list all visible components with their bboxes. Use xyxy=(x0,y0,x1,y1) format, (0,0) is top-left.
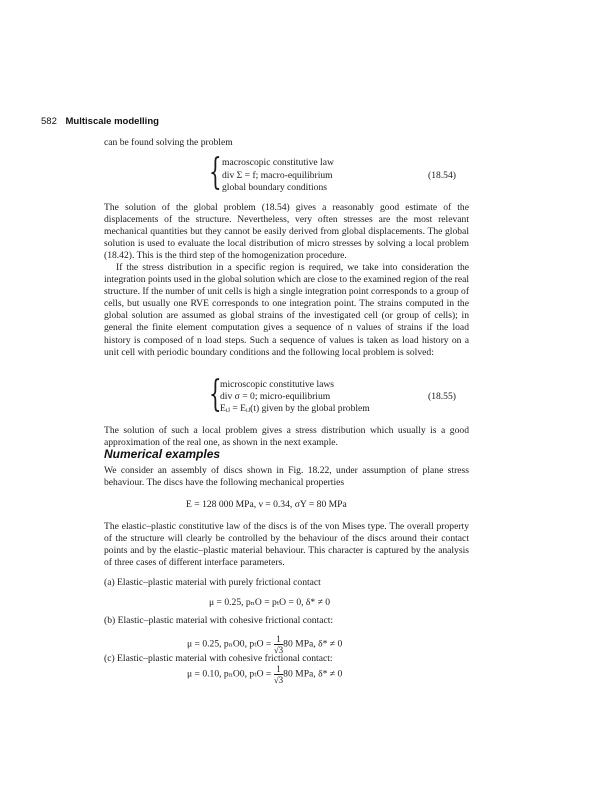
case-c-fraction xyxy=(274,664,283,685)
eq-18-54-number: (18.54) xyxy=(428,170,456,181)
eq-18-55-number: (18.55) xyxy=(428,391,456,402)
properties-equation: E = 128 000 MPa, ν = 0.34, σY = 80 MPa xyxy=(186,499,347,510)
case-a-label: (a) Elastic–plastic material with purely frictional contact xyxy=(104,577,321,588)
case-c-frac-num: 1 xyxy=(274,664,283,675)
eq-18-54-line-3: global boundary conditions xyxy=(222,182,327,193)
page-number: 582 xyxy=(41,116,57,127)
case-c-equation xyxy=(187,664,342,685)
case-b-equation xyxy=(187,634,342,655)
eq-18-54-line-1: macroscopic constitutive law xyxy=(222,157,334,168)
case-b-eq-right: 80 MPa, δ* ≠ 0 xyxy=(283,638,343,650)
case-c-frac-den: √3 xyxy=(273,675,284,685)
eq-18-55-line-1: microscopic constitutive laws xyxy=(220,379,335,390)
paragraph-3: The solution of such a local problem gives a stress distribution which usually is a good approximation of the real one, as shown in the next example. xyxy=(104,425,469,449)
case-c-eq-left: μ = 0.10, pₙO0, pₜO = xyxy=(187,668,274,680)
case-b-frac-den: √3 xyxy=(273,645,284,655)
eq-18-55-line-2: div σ = 0; micro-equilibrium xyxy=(220,391,331,402)
case-b-label: (b) Elastic–plastic material with cohesive frictional contact: xyxy=(104,615,334,626)
section-title: Numerical examples xyxy=(104,447,221,461)
case-b-eq-left: μ = 0.25, pₙO0, pₜO = xyxy=(187,638,274,650)
chapter-title: Multiscale modelling xyxy=(65,116,159,127)
paragraph-4: We consider an assembly of discs shown in Fig. 18.22, under assumption of plane stress behaviour. The discs have the following mechanical properties xyxy=(104,465,469,489)
paragraph-2: If the stress distribution in a specific region is required, we take into consideration the integration points used in the global solution which are close to the examined region of the real structure. If the number of unit cells is high a single integration point corresponds to a group of cells, but usually one RVE corresponds to one integration point. The strains computed in the global solution are assumed as global strains of the investigated cell (or group of cells); in general the finite element computation gives a sequence of n values of strains if the load history is composed of n load steps. Such a sequence of values is taken as load history on a unit cell with periodic boundary conditions and the following local problem is solved: xyxy=(104,262,470,358)
case-a-equation: μ = 0.25, pₙO = pₜO = 0, δ* ≠ 0 xyxy=(209,597,331,608)
case-c-label: (c) Elastic–plastic material with cohesive frictional contact: xyxy=(104,653,333,664)
case-c-eq-right: 80 MPa, δ* ≠ 0 xyxy=(283,668,343,680)
case-b-fraction xyxy=(274,634,283,655)
intro-line: can be found solving the problem xyxy=(104,137,233,148)
brace-18-54: { xyxy=(209,152,222,193)
paragraph-1: The solution of the global problem (18.54) gives a reasonably good estimate of the displacements of the structure. Nevertheless, very often stresses are the most relevant mechanical quantities but they cannot be easily derived from global displacements. The global solution is used to evaluate the local distribution of micro stresses by solving a local problem (18.42). This is the third step of the homogenization procedure. xyxy=(104,202,469,262)
case-b-frac-num: 1 xyxy=(274,634,283,645)
running-header xyxy=(41,116,159,127)
eq-18-54-line-2: div Σ = f; macro-equilibrium xyxy=(222,170,333,181)
paragraph-5: The elastic–plastic constitutive law of the discs is of the von Mises type. The overall property of the structure will clearly be controlled by the behaviour of the discs around their contact points and by the elastic–plastic material behaviour. This character is captured by the analysis of three cases of different interface parameters. xyxy=(104,521,469,569)
brace-18-55: { xyxy=(209,374,222,415)
eq-18-55-line-3: Eᵢⱼ = Eᵢⱼ(t) given by the global problem xyxy=(220,403,370,414)
